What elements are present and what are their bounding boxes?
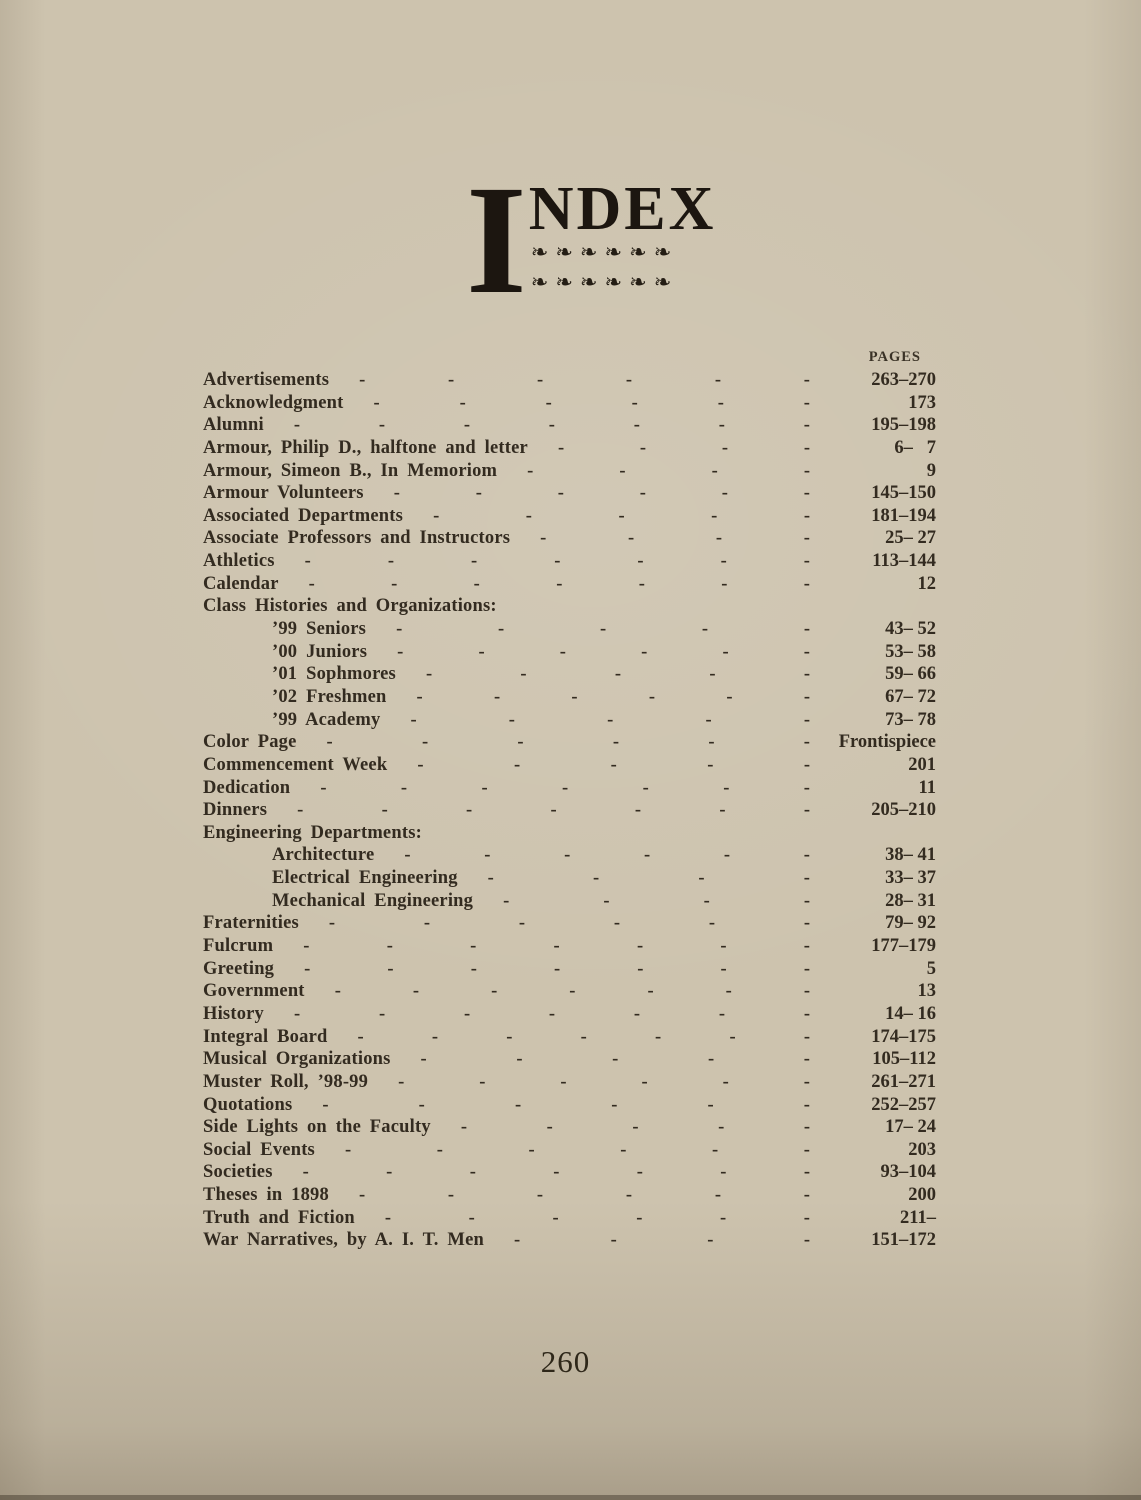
entry-page: 53– 58 (885, 641, 936, 662)
dash-leaders: - - - - - (425, 664, 810, 685)
index-entry-row (203, 1140, 936, 1163)
index-entries (203, 370, 936, 1253)
index-entry-row (203, 755, 936, 778)
dash-leaders: - - - - - - - (302, 1162, 810, 1183)
index-entry-row (203, 370, 936, 393)
dash-leaders: - - - - - - - (308, 573, 810, 594)
index-entry-row (203, 1027, 936, 1050)
dash-leaders: - - - - - (410, 709, 810, 730)
index-entry-row (203, 1095, 936, 1118)
entry-page: 151–172 (871, 1230, 936, 1251)
index-entry-row (203, 1049, 936, 1072)
index-entry-row (203, 619, 936, 642)
dash-leaders: - - - - - - - (303, 936, 810, 957)
entry-page: 181–194 (871, 505, 936, 526)
entry-page: 12 (917, 573, 936, 594)
entry-page: 28– 31 (885, 890, 936, 911)
dash-leaders: - - - - - - - (304, 551, 810, 572)
entry-label: Associate Professors and Instructors (203, 528, 511, 549)
entry-label: Associated Departments (203, 505, 404, 526)
dash-leaders: - - - - - - (397, 641, 810, 662)
entry-page: 177–179 (871, 936, 936, 957)
index-entry-row (203, 845, 936, 868)
index-entry-row (203, 1185, 936, 1208)
entry-label: Acknowledgment (203, 392, 344, 413)
entry-page: 25– 27 (885, 528, 936, 549)
entry-label: Side Lights on the Faculty (203, 1117, 431, 1138)
dash-leaders: - - - - - - - (334, 981, 810, 1002)
entry-label: Fulcrum (203, 936, 274, 957)
entry-page: 145–150 (871, 483, 936, 504)
entry-label: Commencement Week (203, 754, 388, 775)
entry-label: Theses in 1898 (203, 1185, 329, 1206)
index-entry-row (203, 1230, 936, 1253)
index-entry-row (203, 551, 936, 574)
index-entry-row (203, 642, 936, 665)
index-entry-row (203, 574, 936, 597)
index-entry-row (203, 732, 936, 755)
entry-label: Advertisements (203, 370, 330, 390)
entry-page: 174–175 (871, 1026, 936, 1047)
dash-leaders: - - - - - - - (293, 415, 810, 436)
index-entry-row (203, 1162, 936, 1185)
entry-label: ’99 Academy (272, 709, 381, 730)
entry-label: Architecture (272, 845, 375, 866)
dash-leaders: - - - - (540, 528, 810, 549)
entry-page: 59– 66 (885, 664, 936, 685)
entry-label: Muster Roll, ’98-99 (203, 1071, 369, 1092)
entry-page: 38– 41 (885, 845, 936, 866)
index-entry-row (203, 936, 936, 959)
entry-page: 67– 72 (885, 686, 936, 707)
entry-label: Truth and Fiction (203, 1207, 355, 1228)
entry-label: ’01 Sophmores (272, 664, 396, 685)
index-list (203, 348, 936, 1253)
entry-page: 211– (900, 1207, 936, 1228)
entry-label: Athletics (203, 551, 275, 572)
dash-leaders: - - - - (503, 890, 810, 911)
entry-page: 13 (917, 981, 936, 1002)
index-entry-row (203, 596, 936, 619)
index-entry-row (203, 1004, 936, 1027)
index-entry-row (203, 687, 936, 710)
dash-leaders: - - - - - - (358, 1185, 810, 1206)
dash-leaders: - - - - - - - (297, 800, 810, 821)
index-entry-row (203, 823, 936, 846)
pages-column-header: PAGES (868, 349, 921, 365)
dash-leaders: - - - - - (420, 1049, 810, 1070)
dash-leaders: - - - - - (396, 619, 810, 640)
entry-page: 5 (926, 958, 936, 979)
dash-leaders: - - - - - - (384, 1207, 810, 1228)
dash-leaders: - - - - (527, 460, 810, 481)
index-entry-row (203, 461, 936, 484)
page-bottom-edge (0, 1495, 1141, 1500)
dash-leaders: - - - - - - (326, 732, 810, 753)
entry-label: Integral Board (203, 1026, 328, 1047)
entry-label: ’99 Seniors (272, 619, 367, 640)
entry-page: 17– 24 (885, 1117, 936, 1138)
entry-label: Fraternities (203, 913, 299, 934)
index-entry-row (203, 981, 936, 1004)
entry-page: 252–257 (871, 1094, 936, 1115)
entry-label: War Narratives, by A. I. T. Men (203, 1230, 484, 1251)
index-entry-row (203, 1072, 936, 1095)
entry-label: Social Events (203, 1139, 315, 1160)
entry-label: Armour Volunteers (203, 483, 364, 504)
entry-page: 205–210 (871, 800, 936, 821)
index-entry-row (203, 1208, 936, 1231)
entry-label: Engineering Departments: (203, 822, 422, 843)
dash-leaders: - - - - - - - (294, 1003, 810, 1024)
index-entry-row (203, 506, 936, 529)
entry-label: Musical Organizations (203, 1049, 391, 1070)
index-entry-row (203, 1117, 936, 1140)
entry-page: 73– 78 (885, 709, 936, 730)
index-entry-row (203, 438, 936, 461)
index-entry-row (203, 528, 936, 551)
entry-page: 173 (908, 392, 936, 413)
index-entry-row (203, 959, 936, 982)
index-entry-row (203, 393, 936, 416)
index-title (466, 153, 717, 326)
title-text: NDEX (528, 175, 717, 243)
entry-page: 201 (908, 754, 936, 775)
entry-label: Electrical Engineering (272, 868, 458, 889)
index-entry-row (203, 415, 936, 438)
entry-page: 43– 52 (885, 619, 936, 640)
index-entry-row (203, 664, 936, 687)
dash-leaders: - - - - - (433, 505, 810, 526)
entry-page: 203 (908, 1139, 936, 1160)
entry-label: Dinners (203, 800, 268, 821)
index-entry-row (203, 800, 936, 823)
dash-leaders: - - - - - - (416, 686, 810, 707)
entry-label: Greeting (203, 958, 275, 979)
index-entry-row (203, 778, 936, 801)
dash-leaders: - - - - - - (328, 913, 810, 934)
title-right-column (528, 175, 717, 297)
entry-label: Dedication (203, 777, 291, 798)
entry-label: Calendar (203, 573, 279, 594)
index-entry-row (203, 891, 936, 914)
dash-leaders: - - - - - - - (320, 777, 810, 798)
entry-page: 105–112 (872, 1049, 936, 1070)
index-entry-row (203, 913, 936, 936)
entry-page: 200 (908, 1185, 936, 1206)
entry-label: Color Page (203, 732, 297, 753)
entry-page: 195–198 (871, 415, 936, 436)
entry-label: Quotations (203, 1094, 293, 1115)
dash-leaders: - - - - (557, 437, 810, 458)
dash-leaders: - - - - - - (393, 483, 810, 504)
entry-label: Armour, Simeon B., In Memoriom (203, 460, 498, 481)
dash-leaders: - - - - - - (398, 1071, 810, 1092)
dash-leaders: - - - - - - (344, 1139, 810, 1160)
entry-label: Societies (203, 1162, 273, 1183)
dash-leaders: - - - - - - (322, 1094, 810, 1115)
entry-page: 261–271 (871, 1071, 936, 1092)
index-entry-row (203, 868, 936, 891)
dash-leaders: - - - - - - (404, 845, 810, 866)
entry-page: 11 (918, 777, 936, 798)
entry-page: 113–144 (872, 551, 936, 572)
entry-page: 6– 7 (894, 437, 936, 458)
entry-page: 33– 37 (885, 868, 936, 889)
index-entry-row (203, 483, 936, 506)
entry-label: Government (203, 981, 305, 1002)
entry-page: 93–104 (880, 1162, 936, 1183)
dash-leaders: - - - - - (460, 1117, 810, 1138)
dash-leaders: - - - - - - - (357, 1026, 810, 1047)
entry-label: Mechanical Engineering (272, 890, 474, 911)
dash-leaders: - - - - - - (373, 392, 810, 413)
entry-label: History (203, 1003, 265, 1024)
entry-label: ’00 Juniors (272, 641, 368, 662)
page-number: 260 (540, 1344, 591, 1379)
index-entry-row (203, 710, 936, 733)
fleur-ornament-row-icon: ❧❧❧❧❧❧ (530, 240, 679, 264)
entry-label: Armour, Philip D., halftone and letter (203, 437, 528, 458)
entry-page: 79– 92 (885, 913, 936, 934)
dash-leaders: - - - - (513, 1230, 810, 1251)
dash-leaders: - - - - - - - (304, 958, 810, 979)
dash-leaders: - - - - - - (359, 370, 810, 390)
entry-label: Alumni (203, 415, 264, 436)
dash-leaders: - - - - (487, 868, 810, 889)
entry-label: Class Histories and Organizations: (203, 596, 497, 617)
entry-label: ’02 Freshmen (272, 686, 387, 707)
dash-leaders: - - - - - (417, 754, 810, 775)
entry-page: 14– 16 (885, 1003, 936, 1024)
title-drop-cap: I (466, 153, 527, 326)
entry-page: 9 (926, 460, 936, 481)
fleur-ornament-row-icon: ❧❧❧❧❧❧ (530, 270, 679, 294)
entry-page: 263–270 (871, 370, 936, 390)
entry-page: Frontispiece (838, 732, 936, 753)
